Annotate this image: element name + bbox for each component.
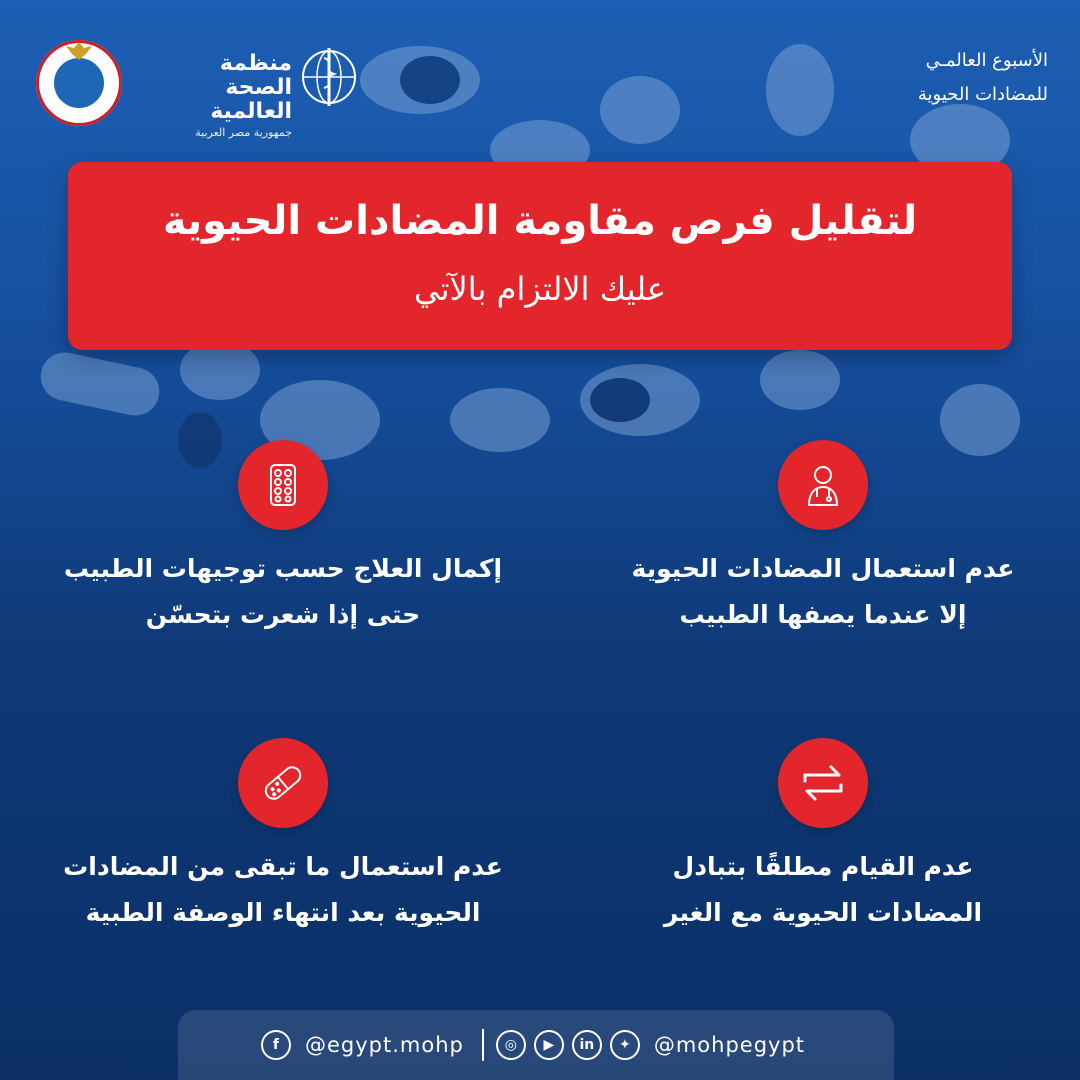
divider xyxy=(482,1029,484,1061)
who-country: جمهورية مصر العربية xyxy=(195,126,292,139)
youtube-icon[interactable]: ▶ xyxy=(534,1030,564,1060)
tip-line1: إكمال العلاج حسب توجيهات الطبيب xyxy=(63,554,503,583)
capsule-icon xyxy=(238,738,328,828)
campaign-line1: الأسبوع العالمـي xyxy=(925,50,1048,71)
headline-subtitle: عليك الالتزام بالآتي xyxy=(413,270,667,308)
who-name-line2: الصحة العالمية xyxy=(210,75,292,124)
tip-line2: المضادات الحيوية مع الغير xyxy=(663,898,983,927)
tip-line2: الحيوية بعد انتهاء الوصفة الطبية xyxy=(85,898,481,927)
facebook-icon[interactable]: f xyxy=(261,1030,291,1060)
tip-line1: عدم استعمال المضادات الحيوية xyxy=(631,554,1015,583)
social-handle[interactable]: @mohpegypt xyxy=(653,1033,806,1057)
linkedin-icon[interactable]: in xyxy=(572,1030,602,1060)
doctor-icon xyxy=(778,440,868,530)
tip-line1: عدم استعمال ما تبقى من المضادات xyxy=(63,852,503,881)
headline-title: لتقليل فرص مقاومة المضادات الحيوية xyxy=(162,198,918,244)
exchange-arrows-icon xyxy=(778,738,868,828)
twitter-icon[interactable]: ✦ xyxy=(610,1030,640,1060)
who-name-line1: منظمة xyxy=(219,51,292,76)
who-emblem-icon xyxy=(296,44,362,110)
social-footer xyxy=(178,1010,894,1080)
tip-line1: عدم القيام مطلقًا بتبادل xyxy=(672,852,974,881)
campaign-line2: للمضادات الحيوية xyxy=(917,84,1048,105)
eagle-icon xyxy=(66,42,92,60)
tip-line2: إلا عندما يصفها الطبيب xyxy=(679,600,967,629)
tip-text xyxy=(43,546,523,638)
tip-text xyxy=(43,844,523,936)
pill-blister-icon xyxy=(238,440,328,530)
ministry-seal-logo xyxy=(36,40,122,126)
who-name xyxy=(142,52,292,139)
facebook-handle[interactable]: @egypt.mohp xyxy=(304,1033,464,1057)
instagram-icon[interactable]: ◎ xyxy=(496,1030,526,1060)
tip-text xyxy=(583,844,1063,936)
headline-banner xyxy=(68,162,1012,350)
campaign-label xyxy=(848,44,1048,112)
tip-text xyxy=(583,546,1063,638)
tip-line2: حتى إذا شعرت بتحسّن xyxy=(145,600,421,629)
